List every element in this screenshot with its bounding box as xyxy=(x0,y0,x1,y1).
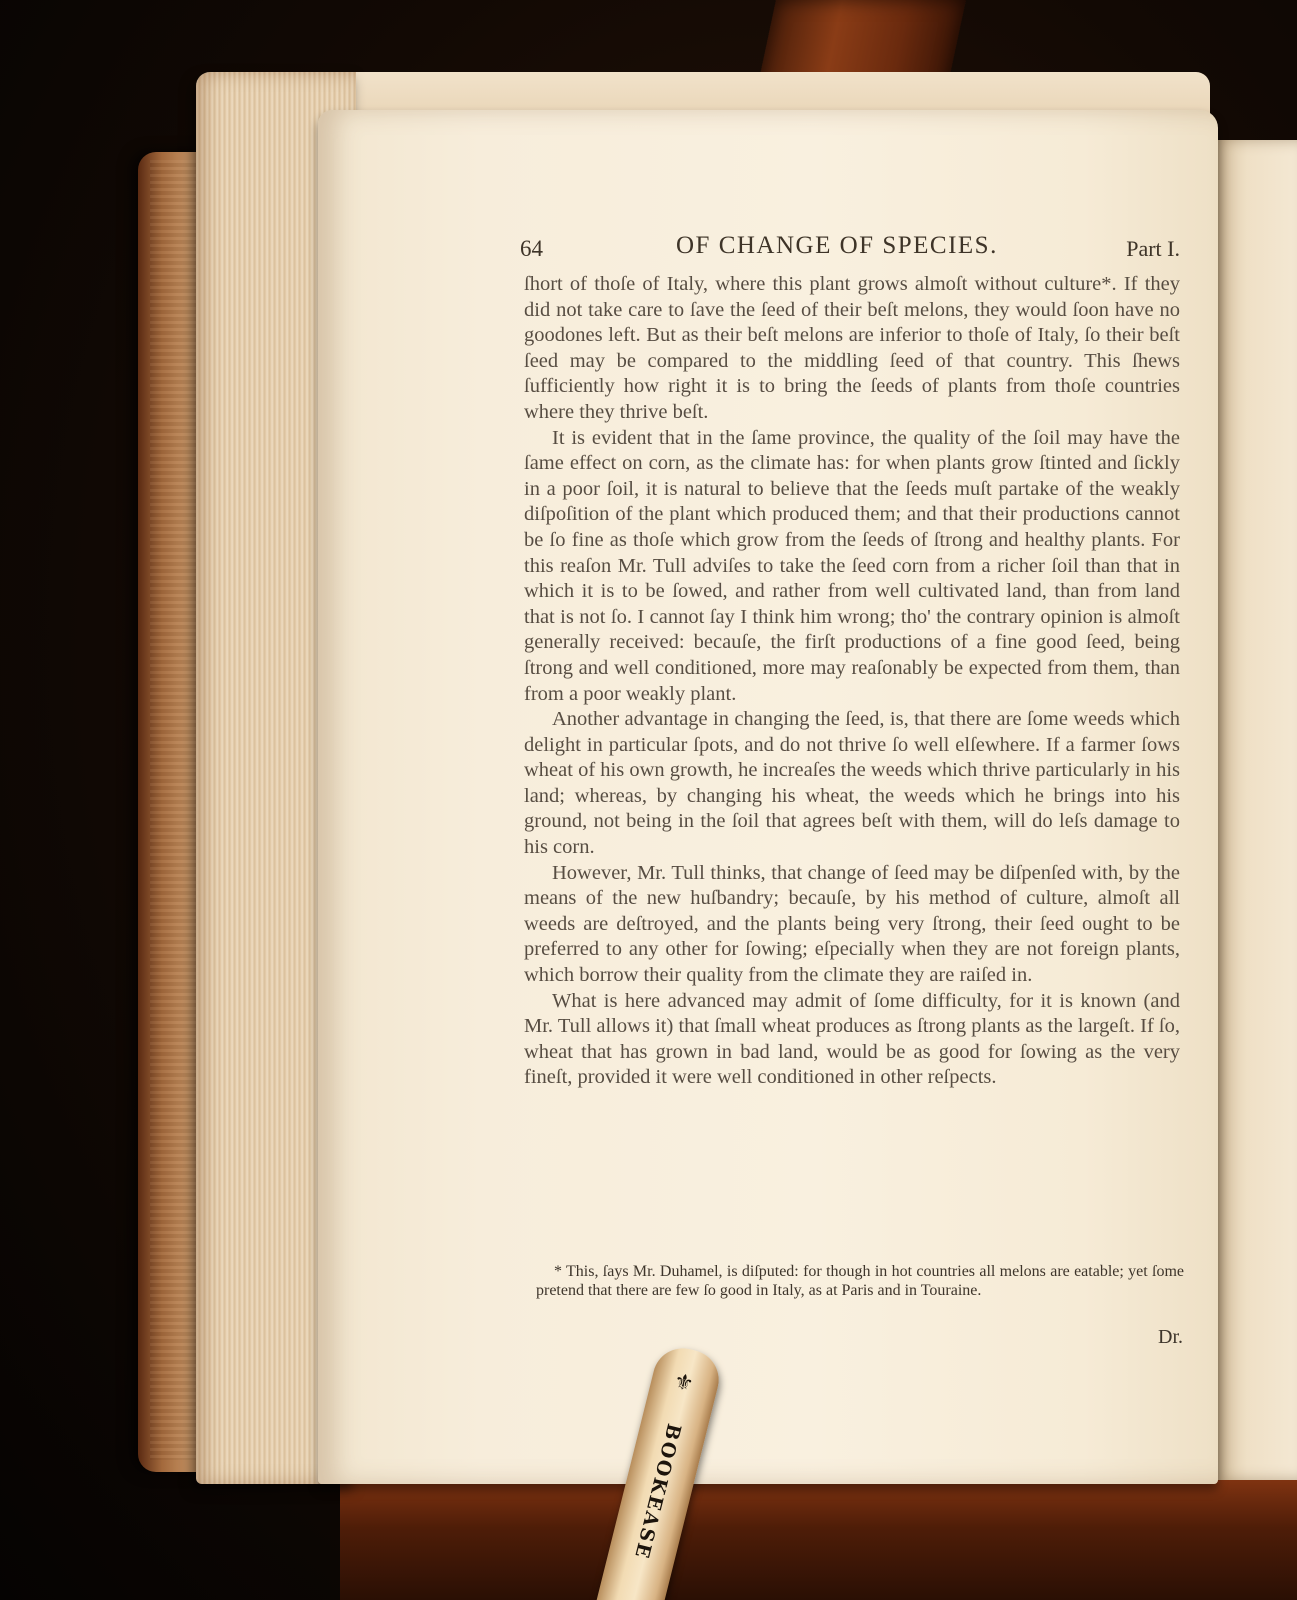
fleur-de-lis-icon: ⚜ xyxy=(670,1368,697,1398)
bookmark-text: BOOKEASE xyxy=(630,1421,686,1562)
paragraph: Another advantage in changing the ſeed, is, that there are ſome weeds which delight in particular ſpots, and do not thrive ſo well elſewhere. If a farmer ſows wheat of his own growth, he increaſes the weeds which thrive particularly in his land; whereas, by changing his wheat, the weeds which he brings into his ground, not being in the ſoil that agrees beſt with them, will do leſs damage to his corn. xyxy=(524,708,1180,859)
catchword: Dr. xyxy=(1158,1326,1183,1348)
paragraph: However, Mr. Tull thinks, that change of ſeed may be diſpenſed with, by the means of the new huſbandry; becauſe, by his method of culture, almoſt all weeds are deſtroyed, and the plants being very ſtrong, their ſeed ought to be preferred to any other for ſowing; eſpecially when they are not foreign plants, which borrow their quality from the climate they are raiſed in. xyxy=(524,861,1180,987)
footnote: * This, ſays Mr. Duhamel, is diſputed: for though in hot countries all melons are eatable; yet ſome pretend that there are few ſo good in Italy, as at Paris and in Touraine. xyxy=(536,1263,1184,1299)
paragraph: ſhort of thoſe of Italy, where this plant grows almoſt without culture*. If they did not take care to ſave the ſeed of their beſt melons, they would ſoon have no goodones left. But as their beſt melons are inferior to thoſe of Italy, ſo their beſt ſeed may be compared to the middling ſeed of that country. This ſhews ſufficiently how right it is to bring the ſeeds of plants from thoſe countries where they thrive beſt. xyxy=(524,273,1180,423)
part-label: Part I. xyxy=(1126,236,1180,261)
body-text xyxy=(524,272,1180,1091)
facing-page xyxy=(1214,140,1297,1480)
running-title: OF CHANGE OF SPECIES. xyxy=(676,232,998,259)
paragraph: It is evident that in the ſame province, the quality of the ſoil may have the ſame effect on corn, as the climate has: for when plants grow ſtinted and ſickly in a poor ſoil, it is natural to believe that the ſeeds muſt partake of the weakly diſpoſition of the plant which produced them; and that their productions cannot be ſo fine as thoſe which grow from the ſeeds of ſtrong and healthy plants. For this reaſon Mr. Tull adviſes to take the ſeed corn from a richer ſoil than that in which it is to be ſowed, and rather from well cultivated land, than from land that is not ſo. I cannot ſay I think him wrong; tho' the contrary opinion is almoſt generally received: becauſe, the firſt productions of a fine good ſeed, being ſtrong and well conditioned, more may reaſonably be expected from them, than from a poor weakly plant. xyxy=(524,426,1180,705)
page-number: 64 xyxy=(520,236,543,261)
page-header xyxy=(520,232,1180,266)
paragraph: What is here advanced may admit of ſome difficulty, for it is known (and Mr. Tull allows it) that ſmall wheat produces as ſtrong plants as the largeſt. If ſo, wheat that has grown in bad land, would be as good for ſowing as the very fineſt, provided it were well conditioned in other reſpects. xyxy=(524,989,1180,1089)
